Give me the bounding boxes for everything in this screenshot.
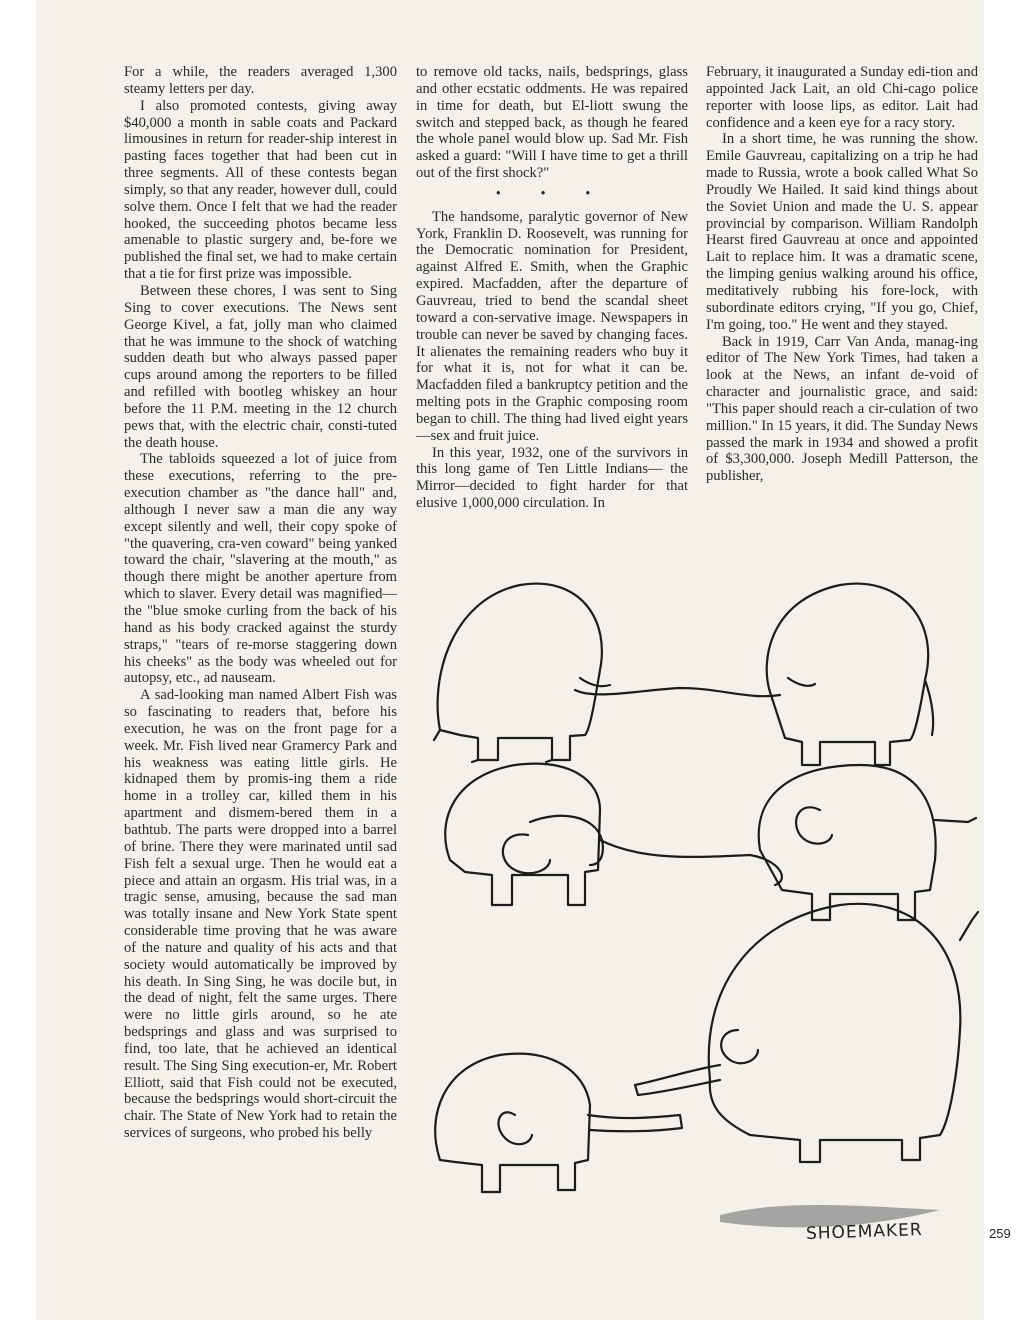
paragraph: Between these chores, I was sent to Sing Sing to cover executions. The News sent George Kivel, a fat, jolly man who claimed that he was immune to the shock of watching sudden death but who always passed paper cups around among the reporters to be filled and refilled with bootleg whiskey an hour before the 11 P.M. meeting in the 12 church pews that, with the electric chair, consti-tuted the death house. [124,282,397,451]
elephant-left-1 [438,584,602,760]
section-separator: • • • [495,185,609,202]
elephant-large-3 [709,904,961,1162]
paragraph: February, it inaugurated a Sunday edi-tion and appointed Jack Lait, an old Chi-cago police reporter with loose lips, as editor. Lait had confidence and a keen eye for a racy story. [706,64,978,131]
paragraph: to remove old tacks, nails, bedsprings, glass and other ecstatic oddments. He was repaired in time for death, but El-liott swung the switch and stepped back, as though he feared the whole panel would blow up. Sad Mr. Fish asked a guard: "Will I have time to get a thrill out of the first shock?" [416,64,688,182]
artist-signature: SHOEMAKER [805,1219,924,1245]
page-number: 259 [989,1226,1011,1241]
paragraph: In this year, 1932, one of the survivors in this long game of Ten Little Indians— the Mirror—decided to fight harder for that elusive 1,000,000 circulation. In [416,444,688,512]
magazine-page [36,0,1011,1320]
paragraph: A sad-looking man named Albert Fish was so fascinating to readers that, before his execution, he was on the front page for a week. Mr. Fish lived near Gramercy Park and his weakness was eating little girls. He kidnaped them by promis-ing them a ride home in a trolley car, killed them in his apartment and dismem-bered them in a bathtub. The parts were dropped into a barrel of brine. There they were marinated until sad Fish felt a sexual urge. Then he would eat a piece and attain an orgasm. His trial was, in a tragic sense, amusing, because the sad man was totally insane and New York State spent considerable time proving that he was aware of the nature and quality of his acts and that society would automatically be improved by his death. In Sing Sing, he was docile but, in the dead of night, felt the same urges. There were no little girls around, so he ate bedsprings and glass and was surprised to find, too late, that he achieved an identical result. The Sing Sing execution-er, Mr. Robert Elliott, said that Fish could not be executed, because the bedsprings would short-circuit the chair. The State of New York had to retain the services of surgeons, who probed his belly [124,687,397,1142]
elephant-right-2 [759,765,936,920]
paragraph: For a while, the readers averaged 1,300 steamy letters per day. [124,64,397,97]
paragraph: The tabloids squeezed a lot of juice from these executions, referring to the pre-execution chamber as "the dance hall" and, although I never saw a man die any way except silently and well, their copy spoke of "the quavering, cra-ven coward" being yanked toward the chair, "slavering at the mouth," as though there might be another aperture from which to slaver. Every detail was magnified—the "blue smoke curling from the back of his hand as his body cracked against the sturdy straps," "tears of re-morse staggering down his cheeks" as the body was wheeled out for autopsy, etc., ad nauseam. [124,451,397,687]
elephant-pair-3 [435,904,978,1192]
elephant-pair-1 [434,584,933,765]
text-column-2 [416,64,688,512]
elephant-small-3 [435,1054,590,1192]
paragraph: The handsome, paralytic governor of New York, Franklin D. Roosevelt, was running for the Democratic nomination for President, against Alfred E. Smith, when the Graphic expired. Macfadden, after the departure of Gauvreau, tried to bend the scandal sheet toward a con-servative image. Newspapers in trouble can never be saved by changing faces. It alienates the remaining readers who buy it for what it is, not for what it can be. Macfadden filed a bankruptcy petition and the melting pots in the Graphic composing room began to chill. The thing had lived eight years—sex and fruit juice. [416,208,688,444]
elephant-right-1 [767,584,928,765]
paragraph: I also promoted contests, giving away $40,000 a month in sable coats and Packard limousines in return for reader-ship interest in pasting faces together that had been cut in three segments. All of these contests began simply, so that any reader, however dull, could solve them. Once I felt that we had the reader hooked, the succeeding photos became less amenable to plastic surgery and, be-fore we published the final set, we had to make certain that a tie for first prize was impossible. [124,97,397,283]
paragraph: In a short time, he was running the show. Emile Gauvreau, capitalizing on a trip he had made to Russia, wrote a book called What So Proudly We Hailed. It said kind things about the Soviet Union and made the U. S. appear provincial by comparison. William Randolph Hearst fired Gauvreau at once and appointed Lait to replace him. It was a dramatic scene, the limping genius walking around his office, meditatively rubbing his fore-lock, with subordinate editors crying, "If you go, Chief, I'm going, too." He went and they stayed. [706,131,978,333]
text-column-1 [124,64,397,1142]
elephant-pair-2 [445,764,976,920]
text-column-3 [706,64,978,485]
paragraph: Back in 1919, Carr Van Anda, manag-ing editor of The New York Times, had taken a look at the News, an infant de-void of character and journalistic grace, and said: "This paper should reach a cir-culation of two million." In 15 years, it did. The Sunday News passed the mark in 1934 and showed a profit of $3,300,000. Joseph Medill Patterson, the publisher, [706,333,978,485]
elephant-cartoon [420,560,980,1280]
